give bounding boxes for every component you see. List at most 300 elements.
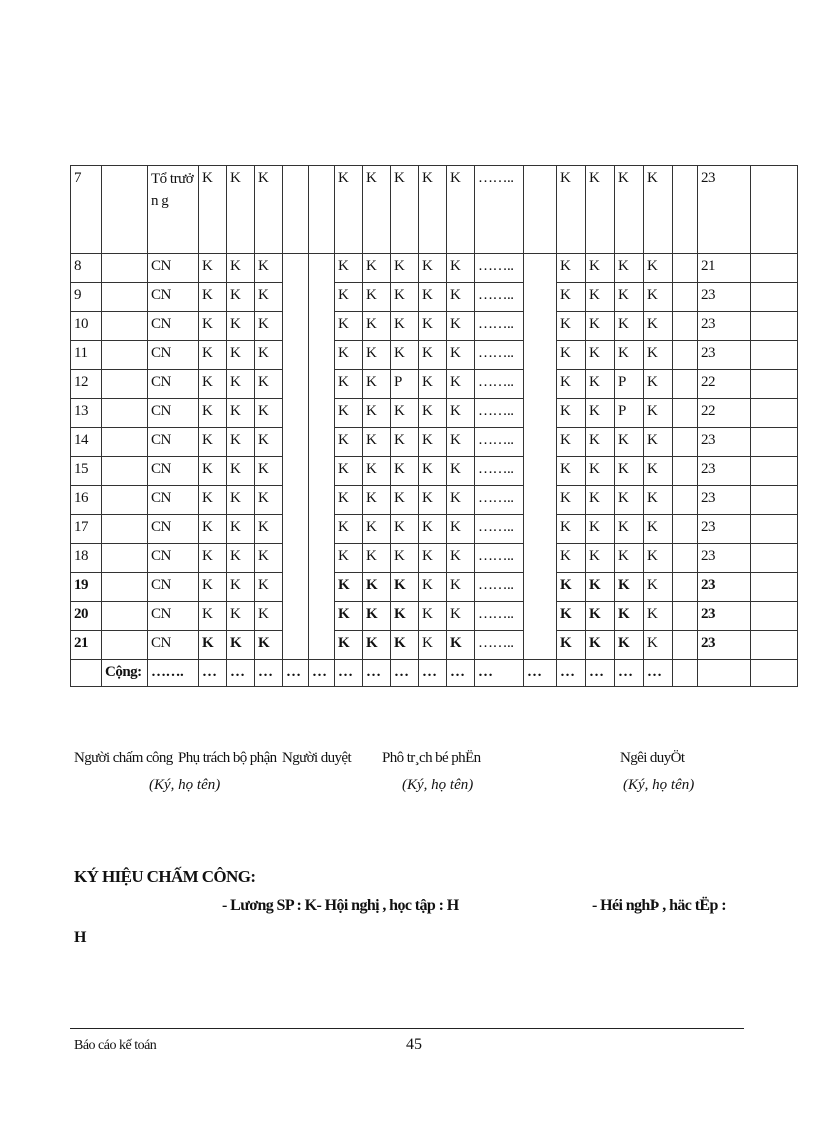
table-cell [673, 428, 698, 457]
table-cell [751, 254, 798, 283]
table-cell: … [586, 660, 615, 687]
table-row [71, 428, 798, 457]
table-cell: 19 [71, 573, 102, 602]
table-cell: K [255, 399, 283, 428]
table-cell: K [419, 283, 447, 312]
table-cell: K [557, 486, 586, 515]
table-cell: K [615, 515, 644, 544]
table-cell: K [557, 428, 586, 457]
table-cell [102, 602, 148, 631]
table-cell [309, 254, 335, 283]
table-cell: …….. [475, 544, 524, 573]
table-cell: K [227, 428, 255, 457]
table-cell [673, 166, 698, 254]
table-cell: K [199, 457, 227, 486]
table-cell [309, 573, 335, 602]
table-cell: K [199, 399, 227, 428]
table-cell [102, 544, 148, 573]
table-cell: K [335, 370, 363, 399]
table-cell: K [644, 544, 673, 573]
table-cell [751, 660, 798, 687]
table-row [71, 573, 798, 602]
table-cell [751, 631, 798, 660]
table-cell: 20 [71, 602, 102, 631]
table-cell: K [615, 457, 644, 486]
table-row [71, 283, 798, 312]
table-row [71, 370, 798, 399]
table-cell: K [419, 341, 447, 370]
table-cell: K [644, 370, 673, 399]
table-cell: K [199, 283, 227, 312]
table-cell [524, 515, 557, 544]
table-cell: K [227, 573, 255, 602]
table-cell [751, 602, 798, 631]
table-cell [673, 544, 698, 573]
table-cell: K [615, 631, 644, 660]
table-cell: … [255, 660, 283, 687]
table-cell: K [557, 283, 586, 312]
table-cell [102, 428, 148, 457]
table-cell: K [255, 602, 283, 631]
attendance-table [70, 165, 798, 687]
table-cell: K [199, 544, 227, 573]
table-cell: K [363, 428, 391, 457]
table-cell: K [391, 573, 419, 602]
table-cell [309, 631, 335, 660]
table-cell: K [391, 515, 419, 544]
table-cell: K [199, 370, 227, 399]
table-cell: CN [148, 283, 199, 312]
table-cell: K [557, 573, 586, 602]
signature-note: (Ký, họ tên) [149, 777, 221, 793]
table-cell: K [255, 428, 283, 457]
table-cell: K [615, 341, 644, 370]
table-cell: CN [148, 399, 199, 428]
signer-department-head: Phụ trách bộ phận [178, 750, 277, 766]
table-cell: K [419, 544, 447, 573]
table-cell: 15 [71, 457, 102, 486]
table-cell: K [557, 341, 586, 370]
table-cell [673, 631, 698, 660]
table-cell: K [586, 515, 615, 544]
table-cell: K [586, 457, 615, 486]
total-label: Cộng: [102, 660, 148, 687]
table-cell [309, 166, 335, 254]
table-cell: K [557, 399, 586, 428]
table-cell [673, 254, 698, 283]
table-cell: CN [148, 457, 199, 486]
table-cell: K [586, 166, 615, 254]
table-cell: K [447, 312, 475, 341]
table-cell [102, 631, 148, 660]
table-cell: K [199, 312, 227, 341]
legend-title: KÝ HIỆU CHẤM CÔNG: [74, 867, 256, 886]
table-cell [751, 428, 798, 457]
table-cell: K [586, 254, 615, 283]
table-cell: K [615, 254, 644, 283]
table-cell: K [335, 486, 363, 515]
table-cell: K [447, 515, 475, 544]
signer-approver: Người duyệt [282, 750, 352, 766]
table-cell: K [391, 312, 419, 341]
table-cell [673, 660, 698, 687]
table-cell: K [419, 399, 447, 428]
table-cell: K [199, 515, 227, 544]
table-cell: K [615, 544, 644, 573]
signer-timekeeper: Người chấm công [74, 750, 173, 766]
table-cell: K [447, 457, 475, 486]
table-cell: K [255, 370, 283, 399]
table-cell [102, 166, 148, 254]
table-cell [673, 515, 698, 544]
table-cell [524, 254, 557, 283]
table-cell: K [255, 486, 283, 515]
table-row [71, 602, 798, 631]
table-cell: K [615, 428, 644, 457]
table-cell: …….. [475, 573, 524, 602]
table-cell: CN [148, 544, 199, 573]
table-cell [751, 573, 798, 602]
table-cell: K [255, 283, 283, 312]
table-cell: K [227, 631, 255, 660]
table-cell: K [644, 631, 673, 660]
table-cell: K [557, 544, 586, 573]
table-cell: … [391, 660, 419, 687]
legend-line: H [74, 929, 87, 946]
table-cell: …….. [475, 166, 524, 254]
table-cell: K [586, 544, 615, 573]
table-cell: K [644, 312, 673, 341]
page-number: 45 [406, 1036, 422, 1053]
table-cell: K [557, 254, 586, 283]
table-cell: 23 [698, 515, 751, 544]
table-cell: 11 [71, 341, 102, 370]
signer-approver-alt: Ngêi duyÖt [620, 750, 685, 766]
table-cell: K [447, 428, 475, 457]
table-cell: K [644, 602, 673, 631]
table-cell [283, 254, 309, 283]
table-cell [673, 341, 698, 370]
table-cell: K [419, 166, 447, 254]
table-cell: … [309, 660, 335, 687]
table-cell: …….. [475, 602, 524, 631]
table-cell: K [363, 312, 391, 341]
table-cell: 23 [698, 631, 751, 660]
table-cell: … [615, 660, 644, 687]
table-cell: K [644, 283, 673, 312]
table-cell [283, 515, 309, 544]
table-cell: … [447, 660, 475, 687]
table-cell: 12 [71, 370, 102, 399]
table-cell: K [335, 312, 363, 341]
table-cell [524, 399, 557, 428]
table-cell: CN [148, 573, 199, 602]
table-cell: K [447, 370, 475, 399]
table-cell [309, 399, 335, 428]
table-cell: … [644, 660, 673, 687]
table-cell: 23 [698, 457, 751, 486]
table-cell: K [391, 602, 419, 631]
table-cell [751, 370, 798, 399]
table-cell: K [335, 602, 363, 631]
table-cell: K [363, 573, 391, 602]
table-cell: K [363, 399, 391, 428]
table-cell: …….. [475, 515, 524, 544]
table-cell: K [644, 166, 673, 254]
table-row [71, 341, 798, 370]
table-cell [673, 399, 698, 428]
table-cell: K [557, 312, 586, 341]
table-cell: CN [148, 341, 199, 370]
table-cell: K [615, 486, 644, 515]
table-cell: 16 [71, 486, 102, 515]
table-cell: K [363, 631, 391, 660]
table-cell [102, 254, 148, 283]
table-cell: K [227, 515, 255, 544]
table-cell: K [255, 341, 283, 370]
table-cell: K [335, 515, 363, 544]
table-cell: K [335, 631, 363, 660]
table-cell [751, 544, 798, 573]
table-cell: K [447, 254, 475, 283]
table-cell: K [199, 486, 227, 515]
table-cell: K [586, 486, 615, 515]
table-cell: K [363, 515, 391, 544]
table-cell: K [447, 602, 475, 631]
table-cell: …….. [475, 341, 524, 370]
table-cell: K [199, 631, 227, 660]
table-cell: K [363, 166, 391, 254]
table-cell: 23 [698, 602, 751, 631]
table-cell: 14 [71, 428, 102, 457]
table-cell [751, 166, 798, 254]
table-row [71, 544, 798, 573]
table-cell: … [557, 660, 586, 687]
table-cell [673, 602, 698, 631]
table-cell: 21 [71, 631, 102, 660]
table-cell: 22 [698, 399, 751, 428]
table-cell: …….. [475, 428, 524, 457]
table-cell: K [227, 283, 255, 312]
table-cell: CN [148, 370, 199, 399]
table-cell [283, 602, 309, 631]
table-cell: …….. [475, 631, 524, 660]
table-cell: K [419, 457, 447, 486]
table-row [71, 254, 798, 283]
table-cell: K [335, 254, 363, 283]
table-cell [283, 341, 309, 370]
table-cell: K [363, 370, 391, 399]
table-cell: 23 [698, 312, 751, 341]
table-cell: K [419, 312, 447, 341]
table-cell [751, 457, 798, 486]
table-cell [283, 457, 309, 486]
table-cell: K [419, 573, 447, 602]
table-cell: K [419, 486, 447, 515]
table-cell: K [644, 515, 673, 544]
table-cell: K [255, 631, 283, 660]
table-cell [524, 544, 557, 573]
table-cell: K [391, 341, 419, 370]
table-row [71, 631, 798, 660]
table-cell: K [255, 312, 283, 341]
table-cell [673, 312, 698, 341]
table-cell: CN [148, 486, 199, 515]
table-cell: K [586, 312, 615, 341]
table-cell: K [335, 428, 363, 457]
table-cell: K [255, 166, 283, 254]
table-cell: K [255, 457, 283, 486]
table-cell [102, 573, 148, 602]
table-cell [102, 486, 148, 515]
table-cell [283, 544, 309, 573]
table-cell: K [391, 486, 419, 515]
footer-rule [70, 1028, 744, 1029]
table-cell: 18 [71, 544, 102, 573]
table-cell [524, 166, 557, 254]
table-cell: K [419, 515, 447, 544]
table-cell: K [447, 166, 475, 254]
table-cell: K [557, 515, 586, 544]
table-cell: K [644, 573, 673, 602]
table-cell: K [419, 631, 447, 660]
table-cell: K [227, 399, 255, 428]
table-cell [524, 602, 557, 631]
table-cell: CN [148, 428, 199, 457]
table-cell: K [447, 573, 475, 602]
table-cell [309, 544, 335, 573]
signature-note: (Ký, họ tên) [623, 777, 695, 793]
table-cell: K [199, 254, 227, 283]
table-cell [673, 573, 698, 602]
table-cell: K [391, 399, 419, 428]
table-cell: K [255, 573, 283, 602]
table-cell [751, 283, 798, 312]
table-cell: …….. [475, 254, 524, 283]
table-cell [309, 283, 335, 312]
table-cell: K [586, 573, 615, 602]
table-cell: K [644, 486, 673, 515]
table-cell [309, 312, 335, 341]
table-cell [309, 457, 335, 486]
table-cell [524, 341, 557, 370]
table-cell: K [391, 457, 419, 486]
table-cell: K [227, 166, 255, 254]
table-cell: K [419, 428, 447, 457]
table-row [71, 166, 798, 254]
table-cell [751, 515, 798, 544]
table-cell: K [227, 486, 255, 515]
table-cell: K [255, 515, 283, 544]
table-cell [673, 283, 698, 312]
signer-department-head-alt: Phô tr¸ch bé phËn [382, 750, 481, 766]
table-cell: K [391, 544, 419, 573]
table-cell: Tổ trưởn g [148, 166, 199, 254]
table-cell: …….. [475, 283, 524, 312]
table-cell: K [644, 254, 673, 283]
table-cell: 23 [698, 544, 751, 573]
table-cell [102, 283, 148, 312]
table-cell [751, 399, 798, 428]
table-cell: K [363, 341, 391, 370]
table-cell: K [391, 254, 419, 283]
table-cell: CN [148, 254, 199, 283]
table-cell: 23 [698, 486, 751, 515]
table-cell: …….. [475, 399, 524, 428]
table-cell: K [335, 544, 363, 573]
table-cell [283, 283, 309, 312]
table-cell: K [335, 283, 363, 312]
table-cell: K [447, 399, 475, 428]
table-cell: 8 [71, 254, 102, 283]
table-cell: K [447, 544, 475, 573]
table-cell [673, 370, 698, 399]
table-cell [524, 312, 557, 341]
table-cell: CN [148, 312, 199, 341]
table-cell: … [199, 660, 227, 687]
table-cell: CN [148, 602, 199, 631]
table-cell: K [615, 312, 644, 341]
table-cell: K [615, 283, 644, 312]
table-cell: K [644, 457, 673, 486]
table-cell: … [524, 660, 557, 687]
table-cell [283, 486, 309, 515]
table-cell [102, 515, 148, 544]
table-cell [283, 428, 309, 457]
table-cell: K [615, 573, 644, 602]
table-cell: 17 [71, 515, 102, 544]
table-cell: K [363, 457, 391, 486]
table-cell: K [419, 370, 447, 399]
table-cell: K [644, 399, 673, 428]
footer-title: Báo cáo kế toán [74, 1038, 157, 1053]
table-cell: K [227, 341, 255, 370]
table-cell: 21 [698, 254, 751, 283]
table-cell: K [615, 166, 644, 254]
table-cell [102, 457, 148, 486]
table-cell [751, 341, 798, 370]
table-cell: K [199, 602, 227, 631]
table-cell: K [335, 399, 363, 428]
table-cell: K [447, 283, 475, 312]
table-cell: K [447, 631, 475, 660]
table-cell: K [227, 457, 255, 486]
table-cell: K [227, 370, 255, 399]
legend-line: - Héi nghÞ , häc tËp : [592, 897, 726, 914]
table-cell: K [199, 166, 227, 254]
signature-note: (Ký, họ tên) [402, 777, 474, 793]
table-cell: K [557, 631, 586, 660]
table-cell: K [557, 457, 586, 486]
table-cell: … [475, 660, 524, 687]
table-cell [751, 312, 798, 341]
table-cell: P [391, 370, 419, 399]
table-cell [524, 486, 557, 515]
table-cell: K [419, 602, 447, 631]
table-total-row [71, 660, 798, 687]
table-cell: K [391, 283, 419, 312]
table-cell [524, 457, 557, 486]
table-row [71, 312, 798, 341]
table-cell: 23 [698, 428, 751, 457]
table-cell [309, 486, 335, 515]
table-cell [524, 283, 557, 312]
table-cell: K [557, 370, 586, 399]
table-cell: K [644, 341, 673, 370]
table-cell [698, 660, 751, 687]
table-cell: K [644, 428, 673, 457]
table-cell: K [557, 602, 586, 631]
